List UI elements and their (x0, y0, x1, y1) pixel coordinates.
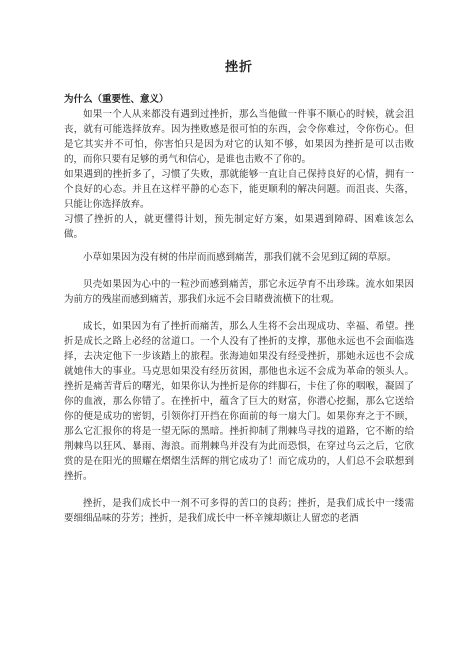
paragraph-5: 贝壳如果因为心中的一粒沙而感到痛苦，那它永远孕育不出珍珠。流水如果因为前方的残崖而感到痛苦，那我们永远不会目睹费流横下的壮观。 (64, 279, 414, 305)
paragraph-1: 如果一个人从来都没有遇到过挫折，那么当他做一件事不顺心的时候，就会沮丧，就有可能选择放弃。因为挫败感是很可怕的东西，会令你难过，令你伤心。但是它其实并不可怕，你害怕只是因为对它的认知不够，如果因为挫折是可以击败的，而你只要有足够的勇气和信心，是谁也击败不了你的。 (64, 109, 414, 165)
paragraph-2: 如果遇到的挫折多了，习惯了失败，那就能够一直让自己保持良好的心情，拥有一个良好的心态。并且在这样平静的心态下，能更顺利的解决问题。而沮丧、失落，只能让你选择放弃。 (64, 169, 414, 210)
section-subheading: 为什么（重要性、意义） (64, 94, 169, 105)
paragraph-4: 小草如果因为没有树的伟岸而而感到痛苦，那我们就不会见到辽阔的草原。 (83, 252, 397, 263)
paragraph-3: 习惯了挫折的人，就更懂得计划，预先制定好方案，如果遇到障碍、困难该怎么做。 (64, 214, 414, 240)
paragraph-6: 成长，如果因为有了挫折而痛苦，那么人生将不会出现成功、幸福、希望。挫折是成长之路上必经的岔道口。一个人没有了挫折的支撑，那他永远也不会面临选择，去决定他下一步该踏上的旅程。张海迪如果没有经受挫折，那她永远也不会成就她伟大的事业。马克思如果没有经历贫困，那他也永远不会成为革命的领头人。挫折是痛苦背后的曙光，如果你认为挫折是你的绊脚石，卡住了你的咽喉，凝固了你的血液，那么你错了。在挫折中，蕴含了巨大的财富，你潜心挖掘，那么它送给你的便是成功的密钥，引领你打开挡在你面前的每一扇大门。如果你弃之于不顾，那么它汇报你的将是一望无际的黑暗。挫折抑制了荆棘鸟寻找的道路，它不断的给荆棘鸟以狂风、暴雨、海浪。而荆棘鸟并没有为此而恐惧，在穿过乌云之后，它欣赏的是在阳光的照耀在熠熠生活辉的荆它成功了！而它成功的，人们总不会联想到挫折。 (64, 321, 414, 482)
paragraph-7: 挫折，是我们成长中一剂不可多得的苦口的良药；挫折，是我们成长中一缕需要细细品味的芬芳；挫折，是我们成长中一杯辛辣却颇让人留恋的老酒 (64, 498, 414, 524)
document-page (64, 60, 414, 526)
document-title: 挫折 (224, 60, 253, 75)
